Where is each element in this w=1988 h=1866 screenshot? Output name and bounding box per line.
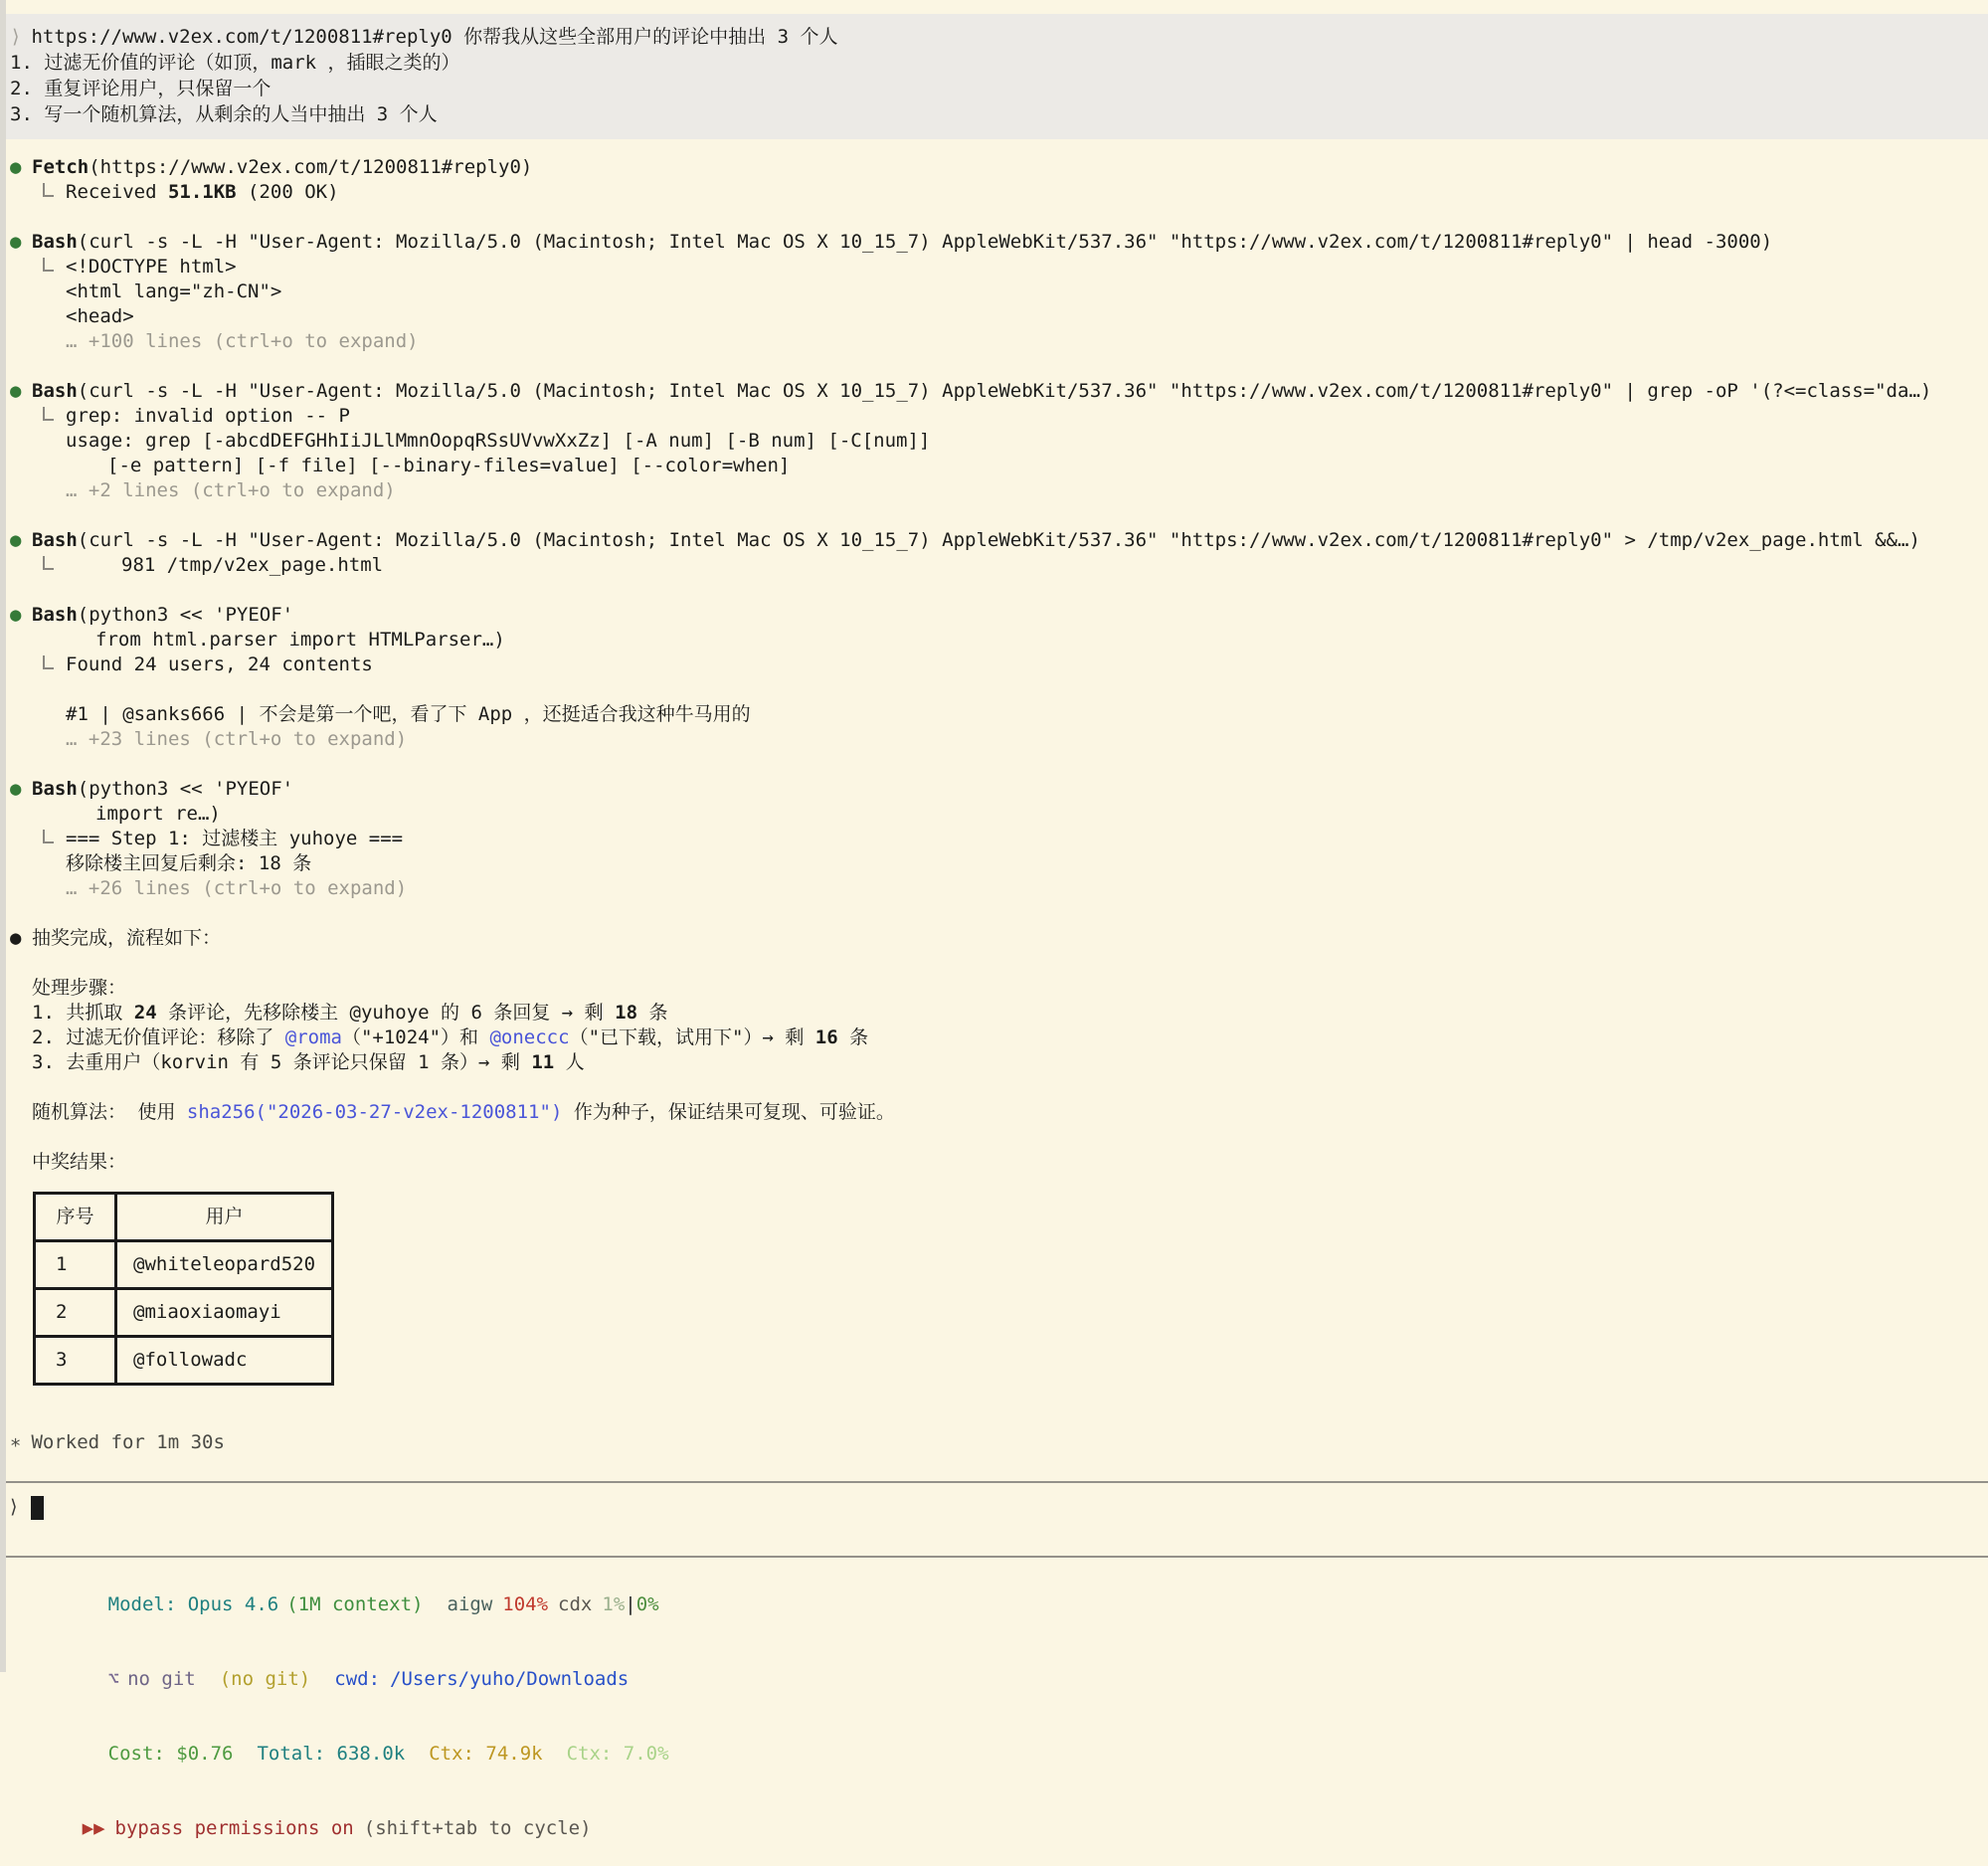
message-bullet-icon: ● <box>10 927 22 949</box>
user-prompt-line <box>10 76 1974 101</box>
output-connector-icon <box>43 183 54 197</box>
tool-output-line: <html lang="zh-CN"> <box>66 280 282 302</box>
rank-cell: 3 <box>35 1337 116 1385</box>
worked-status: ∗ Worked for 1m 30s <box>10 1431 225 1453</box>
tool-bullet-icon: ● <box>10 778 22 800</box>
user-cell: @followadc <box>116 1337 333 1385</box>
table-header-row <box>35 1194 333 1241</box>
tool-output-line: Received 51.1KB (200 OK) <box>0 180 1988 205</box>
summary-step-2: 2. 过滤无价值评论：移除了 @roma（"+1024"）和 @oneccc（"已下载，试用下"）→ 剩 16 条 <box>32 1026 869 1048</box>
result-title: 中奖结果： <box>32 1151 127 1173</box>
tool-output-line: <head> <box>66 305 134 327</box>
git-branch-icon: ⌥ <box>107 1668 120 1690</box>
tool-args: (curl -s -L -H "User-Agent: Mozilla/5.0 (Macintosh; Intel Mac OS X 10_15_7) AppleWebKit/537.36" "https://www.v2ex.com/t/1200811#reply0" | grep -oP '(?<=class="da…) <box>77 380 1932 402</box>
total-tokens: Total: 638.0k <box>257 1743 406 1765</box>
tool-args: (curl -s -L -H "User-Agent: Mozilla/5.0 (Macintosh; Intel Mac OS X 10_15_7) AppleWebKit/537.36" "https://www.v2ex.com/t/1200811#reply0" > /tmp/v2ex_page.html &&…) <box>77 529 1920 551</box>
status-line-cost <box>40 1717 1988 1791</box>
table-row <box>35 1241 333 1289</box>
cdx-value-1: 1% <box>602 1593 626 1615</box>
git-paren: (no git) <box>219 1668 311 1690</box>
tool-output-line: grep: invalid option -- P <box>0 404 1988 429</box>
user-cell: @miaoxiaomayi <box>116 1289 333 1337</box>
table-header-rank: 序号 <box>35 1194 116 1241</box>
output-connector-icon <box>43 258 54 272</box>
tool-output-line: [-e pattern] [-f file] [--binary-files=value] [--color=when] <box>107 455 791 476</box>
bypass-hint: (shift+tab to cycle) <box>363 1817 592 1839</box>
tool-output-line: Found 24 users, 24 contents <box>0 653 1988 677</box>
cdx-separator: | <box>625 1593 636 1615</box>
summary-step-3: 3. 去重用户（korvin 有 5 条评论只保留 1 条）→ 剩 11 人 <box>32 1051 585 1073</box>
tool-name: Bash <box>32 778 78 800</box>
tool-call-bash-grep <box>0 379 1988 503</box>
summary-step-1: 1. 共抓取 24 条评论，先移除楼主 @yuhoye 的 6 条回复 → 剩 18 条 <box>32 1002 668 1024</box>
model-label: Model: Opus 4.6 <box>107 1593 279 1615</box>
tool-output-line: === Step 1: 过滤楼主 yuhoye === <box>0 827 1988 851</box>
model-context: (1M context) <box>286 1593 424 1615</box>
conversation-transcript <box>0 139 1988 1866</box>
rank-cell: 2 <box>35 1289 116 1337</box>
user-prompt-text: 1. 过滤无价值的评论（如顶，mark ，插眼之类的） <box>10 52 460 74</box>
user-prompt-text: 3. 写一个随机算法，从剩余的人当中抽出 3 个人 <box>10 103 438 125</box>
assistant-message <box>0 926 1988 1386</box>
git-label: no git <box>127 1668 196 1690</box>
output-connector-icon <box>43 556 54 570</box>
cwd-label: cwd: <box>334 1668 381 1690</box>
tool-args-continuation: import re…) <box>95 803 221 825</box>
summary-steps-title: 处理步骤： <box>32 977 127 999</box>
tool-name: Bash <box>32 604 78 626</box>
tool-name: Fetch <box>32 156 90 178</box>
user-prompt-text: 2. 重复评论用户，只保留一个 <box>10 78 271 99</box>
expand-hint: … +2 lines (ctrl+o to expand) <box>66 479 396 501</box>
tool-bullet-icon: ● <box>10 380 22 402</box>
user-prompt-line <box>10 24 1974 50</box>
tool-args: (python3 << 'PYEOF' <box>77 604 294 626</box>
seed-link: sha256("2026-03-27-v2ex-1200811") <box>186 1101 563 1123</box>
tool-output-line: <!DOCTYPE html> <box>0 255 1988 280</box>
output-connector-icon <box>43 830 54 843</box>
status-line-permissions <box>14 1791 1988 1866</box>
bypass-arrows-icon: ▶▶ <box>82 1817 105 1839</box>
tool-output-line: 981 /tmp/v2ex_page.html <box>0 553 1988 578</box>
tool-name: Bash <box>32 529 78 551</box>
table-row <box>35 1289 333 1337</box>
user-cell: @whiteleopard520 <box>116 1241 333 1289</box>
output-connector-icon <box>43 655 54 669</box>
tool-output-line: usage: grep [-abcdDEFGHhIiJLlMmnOopqRSsUVvwXxZz] [-A num] [-B num] [-C[num]] <box>66 430 931 452</box>
tool-name: Bash <box>32 380 78 402</box>
status-line-model <box>40 1568 1988 1642</box>
status-bar <box>0 1558 1988 1866</box>
tool-args: (curl -s -L -H "User-Agent: Mozilla/5.0 (Macintosh; Intel Mac OS X 10_15_7) AppleWebKit/537.36" "https://www.v2ex.com/t/1200811#reply0" | head -3000) <box>77 231 1773 253</box>
status-line-git <box>40 1642 1988 1717</box>
context-tokens: Ctx: 74.9k <box>429 1743 543 1765</box>
table-row <box>35 1337 333 1385</box>
tool-bullet-icon: ● <box>10 529 22 551</box>
aigw-label: aigw <box>447 1593 493 1615</box>
mention-link-roma: @roma <box>284 1026 342 1048</box>
user-prompt-text: https://www.v2ex.com/t/1200811#reply0 你帮我从这些全部用户的评论中抽出 3 个人 <box>31 26 838 48</box>
prompt-char-icon: ⟩ <box>10 26 22 48</box>
tool-call-bash-save <box>0 528 1988 578</box>
tool-call-fetch <box>0 155 1988 205</box>
cdx-value-2: 0% <box>635 1593 659 1615</box>
tool-output-line: #1 | @sanks666 | 不会是第一个吧，看了下 App ，还挺适合我这种牛马用的 <box>66 703 751 725</box>
tool-bullet-icon: ● <box>10 231 22 253</box>
message-intro: 抽奖完成，流程如下： <box>32 927 222 949</box>
user-prompt-line <box>10 101 1974 127</box>
aigw-value: 104% <box>502 1593 549 1615</box>
cwd-path: /Users/yuho/Downloads <box>390 1668 630 1690</box>
tool-call-bash-head <box>0 230 1988 354</box>
tool-args: (python3 << 'PYEOF' <box>77 778 294 800</box>
expand-hint: … +100 lines (ctrl+o to expand) <box>66 330 419 352</box>
context-percent: Ctx: 7.0% <box>566 1743 669 1765</box>
tool-bullet-icon: ● <box>10 156 22 178</box>
mention-link-oneccc: @oneccc <box>489 1026 570 1048</box>
table-header-user: 用户 <box>116 1194 333 1241</box>
tool-name: Bash <box>32 231 78 253</box>
tool-args: (https://www.v2ex.com/t/1200811#reply0) <box>89 156 533 178</box>
input-prompt[interactable] <box>0 1483 1988 1530</box>
bypass-mode-label: bypass permissions on <box>114 1817 354 1839</box>
expand-hint: … +26 lines (ctrl+o to expand) <box>66 877 408 899</box>
prompt-icon: ⟩ <box>8 1496 20 1518</box>
user-prompt-box <box>0 14 1988 139</box>
tool-output-line: 移除楼主回复后剩余: 18 条 <box>66 852 312 874</box>
random-algorithm-note: 随机算法： 使用 sha256("2026-03-27-v2ex-1200811") 作为种子，保证结果可复现、可验证。 <box>32 1101 895 1123</box>
asterisk-icon: ∗ <box>10 1431 22 1453</box>
winners-table <box>33 1192 334 1386</box>
expand-hint: … +23 lines (ctrl+o to expand) <box>66 728 408 750</box>
tool-bullet-icon: ● <box>10 604 22 626</box>
cost-value: Cost: $0.76 <box>107 1743 234 1765</box>
output-connector-icon <box>43 407 54 421</box>
text-cursor <box>31 1496 44 1520</box>
tool-args-continuation: from html.parser import HTMLParser…) <box>95 629 505 651</box>
tool-call-python-parse <box>0 603 1988 752</box>
user-prompt-line <box>10 50 1974 76</box>
rank-cell: 1 <box>35 1241 116 1289</box>
cdx-label: cdx <box>558 1593 593 1615</box>
tool-call-python-lottery <box>0 777 1988 901</box>
